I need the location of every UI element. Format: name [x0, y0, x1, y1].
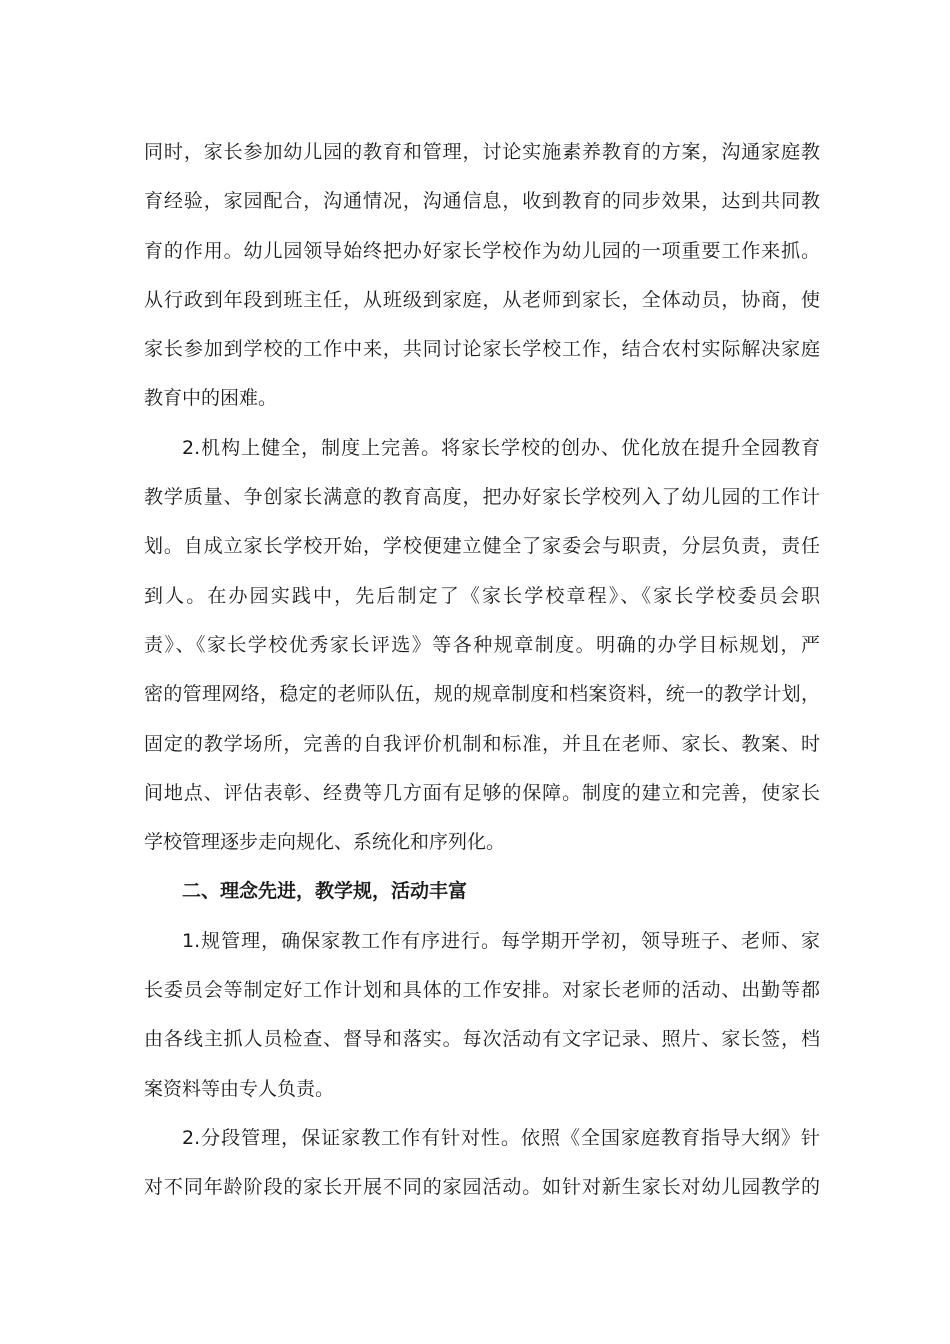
text-line: 2.机构上健全，制度上完善。将家长学校的创办、优化放在提升全园教育 [182, 436, 820, 459]
section-heading: 二、理念先进，教学规，活动丰富 [182, 880, 468, 903]
text-line: 学校管理逐步走向规化、系统化和序列化。 [144, 831, 506, 854]
text-line: 1.规管理，确保家教工作有序进行。每学期开学初，领导班子、老师、家 [182, 929, 820, 952]
document-body [144, 128, 820, 1213]
text-line: 密的管理网络，稳定的老师队伍，规的规章制度和档案资料，统一的教学计划， [144, 683, 820, 706]
text-line: 责》、《家长学校优秀家长评选》等各种规章制度。明确的办学目标规划，严 [144, 633, 820, 656]
text-line: 2.分段管理，保证家教工作有针对性。依照《全国家庭教育指导大纲》针 [182, 1126, 820, 1149]
text-line: 长委员会等制定好工作计划和具体的工作安排。对家长老师的活动、出勤等都 [144, 979, 820, 1002]
text-line: 教学质量、争创家长满意的教育高度，把办好家长学校列入了幼儿园的工作计 [144, 486, 820, 509]
text-line: 划。自成立家长学校开始，学校便建立健全了家委会与职责，分层负责，责任 [144, 535, 820, 558]
text-line: 教育中的困难。 [144, 387, 278, 410]
text-line: 对不同年龄阶段的家长开展不同的家园活动。如针对新生家长对幼儿园教学的 [144, 1176, 820, 1199]
text-line: 间地点、评估表彰、经费等几方面有足够的保障。制度的建立和完善，使家长 [144, 781, 820, 804]
text-line: 育经验，家园配合，沟通情况，沟通信息，收到教育的同步效果，达到共同教 [144, 190, 820, 213]
text-line: 从行政到年段到班主任，从班级到家庭，从老师到家长，全体动员，协商，使 [144, 288, 820, 311]
text-line: 由各线主抓人员检查、督导和落实。每次活动有文字记录、照片、家长签，档 [144, 1028, 820, 1051]
text-line: 到人。在办园实践中，先后制定了《家长学校章程》、《家长学校委员会职 [144, 584, 820, 607]
text-line: 家长参加到学校的工作中来，共同讨论家长学校工作，结合农村实际解决家庭 [144, 338, 820, 361]
text-line: 固定的教学场所，完善的自我评价机制和标准，并且在老师、家长、教案、时 [144, 732, 820, 755]
text-line: 案资料等由专人负责。 [144, 1077, 335, 1100]
text-line: 同时，家长参加幼儿园的教育和管理，讨论实施素养教育的方案，沟通家庭教 [144, 141, 820, 163]
text-line: 育的作用。幼儿园领导始终把办好家长学校作为幼儿园的一项重要工作来抓。 [144, 239, 820, 262]
